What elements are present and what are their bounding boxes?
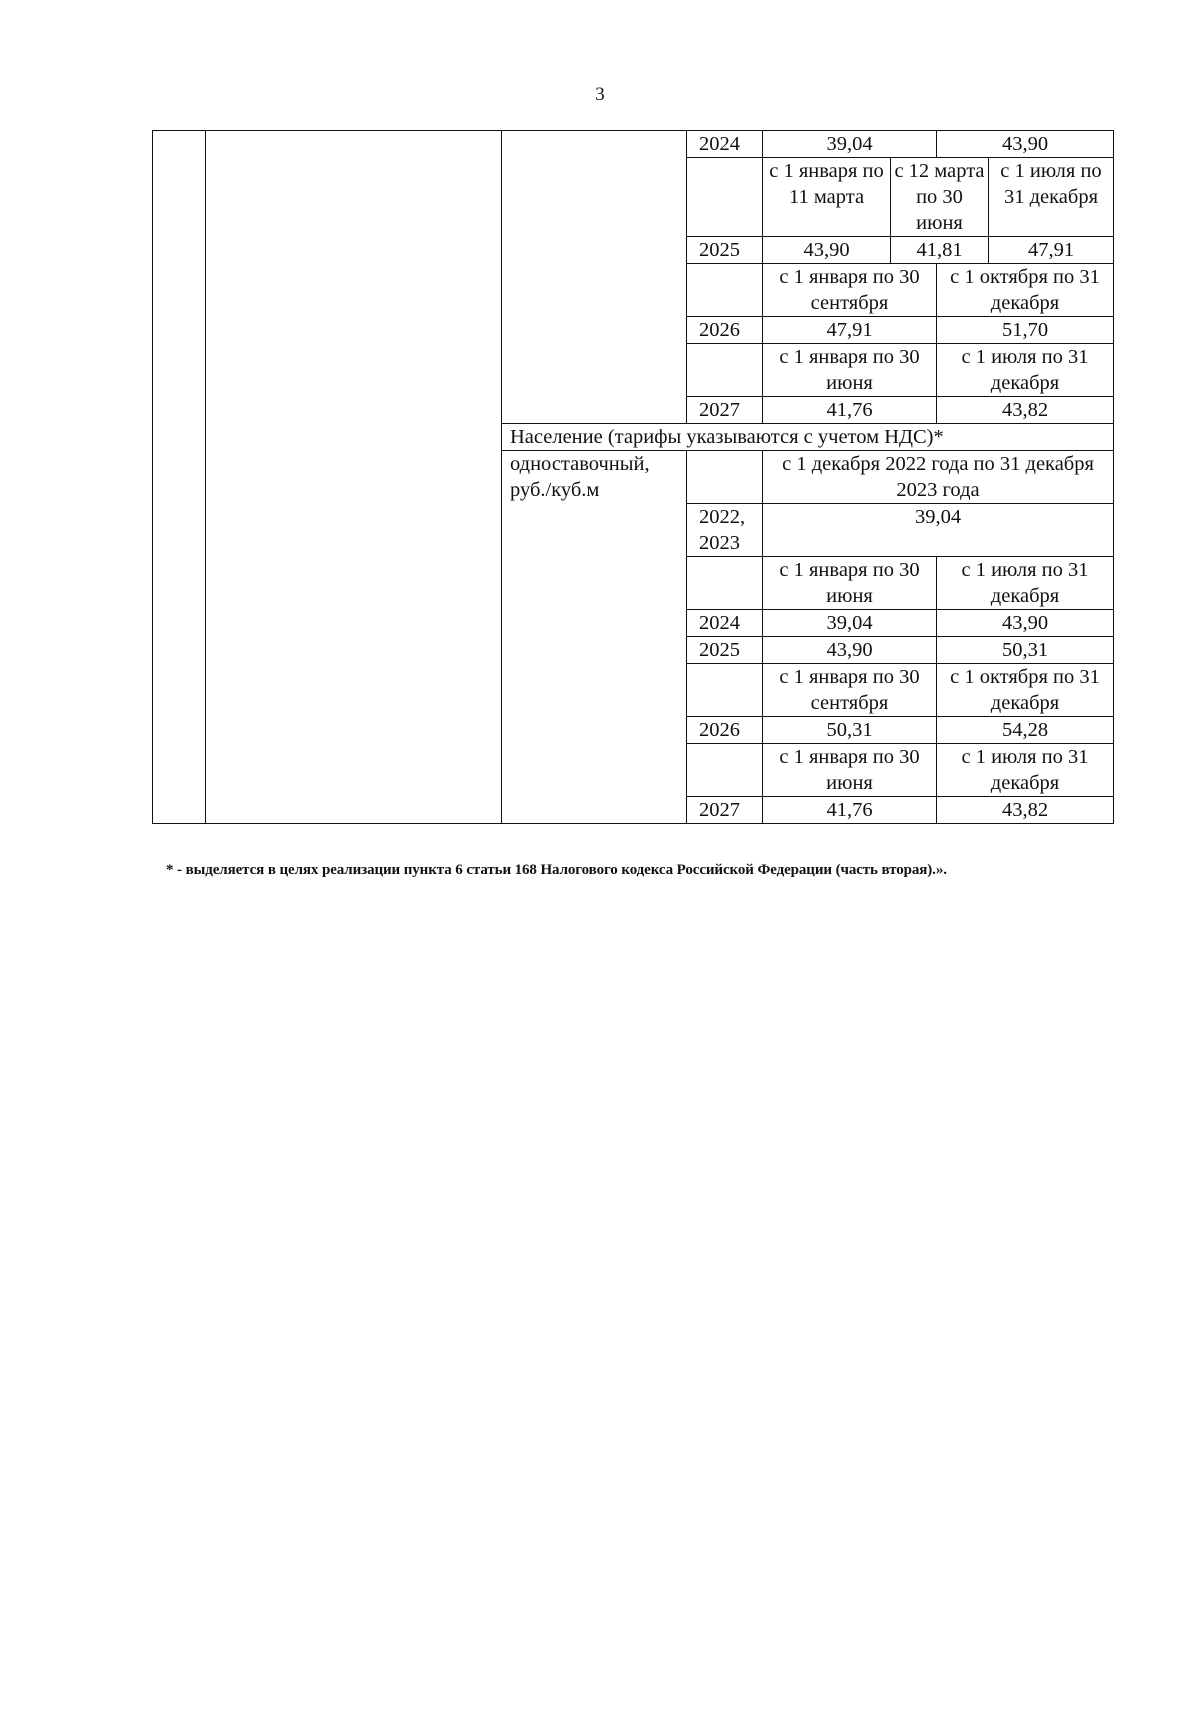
table-cell-empty (206, 131, 502, 824)
year-cell: 2026 (687, 717, 763, 744)
year-cell: 2025 (687, 237, 763, 264)
period-cell: с 1 января по 30 сентября (763, 264, 937, 317)
table-cell-empty (687, 158, 763, 237)
value-cell: 47,91 (989, 237, 1114, 264)
value-cell: 41,76 (763, 797, 937, 824)
period-cell: с 1 июля по 31 декабря (937, 344, 1114, 397)
year-cell: 2027 (687, 797, 763, 824)
value-cell: 50,31 (763, 717, 937, 744)
value-cell: 41,76 (763, 397, 937, 424)
year-cell: 2025 (687, 637, 763, 664)
table-cell-empty (687, 664, 763, 717)
table-cell-empty (687, 264, 763, 317)
year-cell: 2027 (687, 397, 763, 424)
period-cell: с 1 июля по 31 декабря (989, 158, 1114, 237)
year-cell: 2024 (687, 610, 763, 637)
value-cell: 50,31 (937, 637, 1114, 664)
population-heading: Население (тарифы указываются с учетом НДС)* (502, 424, 1114, 451)
year-cell: 2026 (687, 317, 763, 344)
value-cell: 43,90 (763, 637, 937, 664)
tariff-table (152, 130, 1114, 824)
period-cell: с 1 января по 30 июня (763, 344, 937, 397)
footnote: * - выделяется в целях реализации пункта 6 статьи 168 Налогового кодекса Российской Федерации (часть вторая).». (166, 862, 947, 878)
period-cell: с 12 марта по 30 июня (891, 158, 989, 237)
value-cell: 54,28 (937, 717, 1114, 744)
table-row (153, 131, 1114, 158)
value-cell: 39,04 (763, 610, 937, 637)
tariff-label: одноставочный, руб./куб.м (502, 451, 687, 824)
period-cell: с 1 января по 30 июня (763, 557, 937, 610)
value-cell: 43,90 (937, 131, 1114, 158)
table-cell-empty (687, 451, 763, 504)
period-cell: с 1 января по 11 марта (763, 158, 891, 237)
value-cell: 43,82 (937, 397, 1114, 424)
table-cell-empty (687, 344, 763, 397)
table-cell-empty (687, 557, 763, 610)
period-cell: с 1 июля по 31 декабря (937, 744, 1114, 797)
year-cell: 2022, 2023 (687, 504, 763, 557)
period-cell: с 1 октября по 31 декабря (937, 664, 1114, 717)
value-cell: 43,82 (937, 797, 1114, 824)
period-cell: с 1 января по 30 июня (763, 744, 937, 797)
value-cell: 47,91 (763, 317, 937, 344)
period-cell: с 1 июля по 31 декабря (937, 557, 1114, 610)
period-cell: с 1 декабря 2022 года по 31 декабря 2023 года (763, 451, 1114, 504)
page-number: 3 (595, 84, 605, 105)
value-cell: 43,90 (937, 610, 1114, 637)
table-cell-empty (153, 131, 206, 824)
table-cell-empty (687, 744, 763, 797)
year-cell: 2024 (687, 131, 763, 158)
value-cell: 39,04 (763, 504, 1114, 557)
value-cell: 51,70 (937, 317, 1114, 344)
value-cell: 41,81 (891, 237, 989, 264)
value-cell: 43,90 (763, 237, 891, 264)
period-cell: с 1 января по 30 сентября (763, 664, 937, 717)
period-cell: с 1 октября по 31 декабря (937, 264, 1114, 317)
value-cell: 39,04 (763, 131, 937, 158)
table-cell-empty (502, 131, 687, 424)
